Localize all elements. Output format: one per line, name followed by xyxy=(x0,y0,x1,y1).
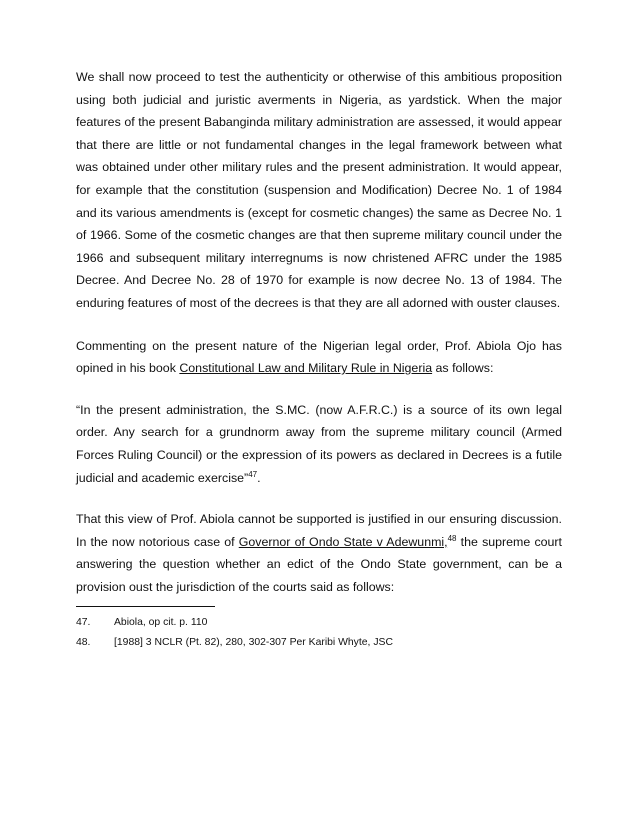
case-name: Governor of Ondo State v Adewunmi, xyxy=(238,534,448,549)
footnote-number: 47. xyxy=(76,617,91,629)
quote-text: “In the present administration, the S.MC. (now A.F.R.C.) is a source of its own legal order. Any search for a grundnorm away from the supreme military council (Armed Forces Ruling Council) or the expression of its powers as declared in Decrees is a futile judicial and academic exercise” xyxy=(76,402,562,485)
paragraph-commenting-text: Commenting on the present nature of the Nigerian legal order, Prof. Abiola Ojo has opined in his book xyxy=(76,338,562,376)
footnote-text: [1988] 3 NCLR (Pt. 82), 280, 302-307 Per Karibi Whyte, JSC xyxy=(114,637,393,649)
paragraph-case-end: the supreme court answering the question whether an edict of the Ondo State government, can be a provision oust the jurisdiction of the courts said as follows: xyxy=(76,534,562,594)
footnote-number: 48. xyxy=(76,637,91,649)
paragraph-case-text: That this view of Prof. Abiola cannot be supported is justified in our ensuring discussion. In the now notorious case of xyxy=(76,512,562,549)
paragraph-case xyxy=(76,508,562,598)
footnote-separator xyxy=(76,606,215,607)
document-page xyxy=(76,66,562,650)
block-quote xyxy=(76,399,562,489)
footnote-48 xyxy=(76,636,562,650)
footnote-ref-48: 48 xyxy=(447,533,457,543)
footnote-ref-47: 47 xyxy=(248,469,258,479)
paragraph-commenting-end: as follows: xyxy=(432,361,494,376)
quote-end: . xyxy=(257,470,261,485)
footnote-47 xyxy=(76,616,562,630)
book-title: Constitutional Law and Military Rule in Nigeria xyxy=(179,361,433,376)
footnote-text: Abiola, op cit. p. 110 xyxy=(114,617,208,629)
paragraph-intro: We shall now proceed to test the authenticity or otherwise of this ambitious proposition using both judicial and juristic averments in Nigeria, as yardstick. When the major features of the present Babanginda military administration are assessed, it would appear that there are little or not fundamental changes in the legal framework between what was obtained under other military rules and the present administration. It would appear, for example that the constitution (suspension and Modification) Decree No. 1 of 1984 and its various amendments is (except for cosmetic changes) the same as Decree No. 1 of 1966. Some of the cosmetic changes are that then supreme military council under the 1966 and subsequent military interregnums is now christened AFRC under the 1985 Decree. And Decree No. 28 of 1970 for example is now decree No. 13 of 1984. The enduring features of most of the decrees is that they are all adorned with ouster clauses. xyxy=(76,70,562,310)
paragraph-commenting xyxy=(76,335,562,380)
